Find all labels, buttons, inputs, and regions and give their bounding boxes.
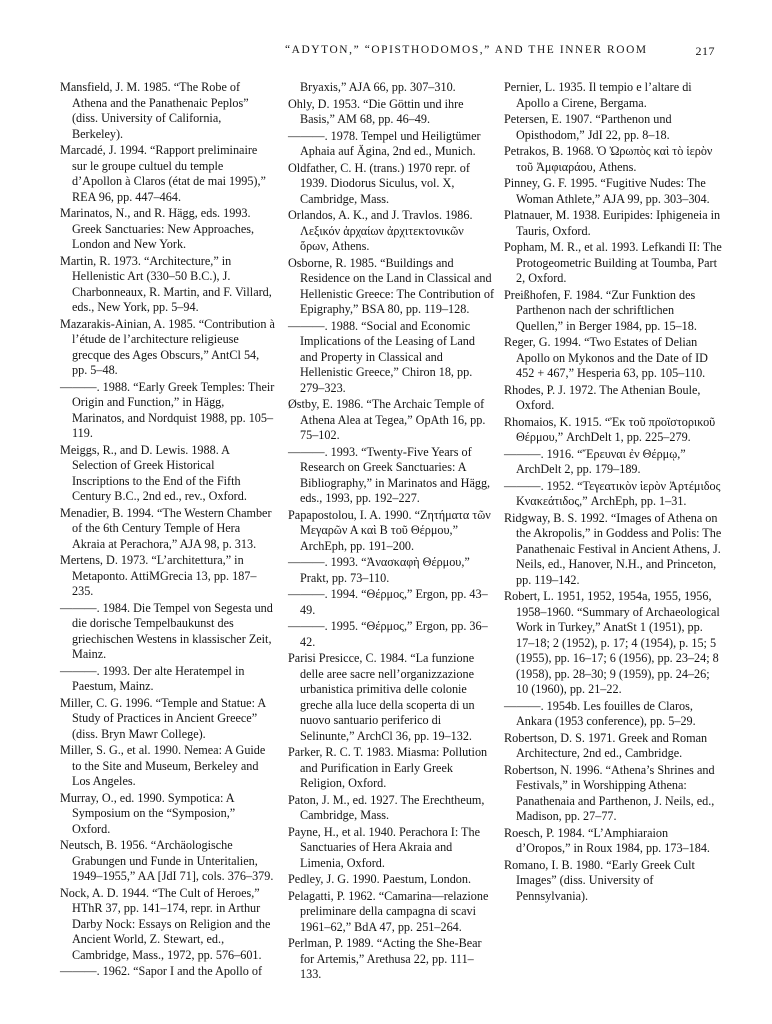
bib-entry: Roesch, P. 1984. “L’Amphiaraion d’Oropos,” in Roux 1984, pp. 173–184. xyxy=(504,825,710,855)
bib-entry: ———. 1978. Tempel und Heiligtümer Aphaia auf Ägina, 2nd ed., Munich. xyxy=(288,128,481,158)
bib-entry: Oldfather, C. H. (trans.) 1970 repr. of 1939. Diodorus Siculus, vol. X, Cambridge, Mass. xyxy=(288,160,470,206)
bib-entry: ———. 1993. “Twenty-Five Years of Research on Greek Sanctuaries: A Bibliography,” in Marinatos and Hägg, eds., 1993, pp. 192–227. xyxy=(288,444,491,505)
bib-entry: Østby, E. 1986. “The Archaic Temple of Athena Alea at Tegea,” OpAth 16, pp. 75–102. xyxy=(288,397,486,442)
page-number: 217 xyxy=(695,44,715,58)
bibliography-column-2 xyxy=(288,80,495,984)
bib-entry: Petrakos, B. 1968. Ὁ Ὠρωπὸς καὶ τὸ ἱερὸν τοῦ Ἀμφιαράου, Athens. xyxy=(504,144,713,174)
running-title: “ADYTON,” “OPISTHODOMOS,” AND THE INNER ROOM xyxy=(285,44,648,56)
bib-entry: ———. 1952. “Τεγεατικὸν ἱερὸν Ἀρτέμιδος Κνακεάτιδος,” ArchEph, pp. 1–31. xyxy=(504,478,721,508)
bib-entry: Rhomaios, K. 1915. “Ἐκ τοῦ προϊστορικοῦ Θέρμου,” ArchDelt 1, pp. 225–279. xyxy=(504,414,716,444)
bib-entry-continued: Bryaxis,” AJA 66, pp. 307–310. xyxy=(300,80,456,94)
bib-entry: Pinney, G. F. 1995. “Fugitive Nudes: The Woman Athlete,” AJA 99, pp. 303–304. xyxy=(504,176,710,206)
bib-entry: Murray, O., ed. 1990. Sympotica: A Symposium on the “Symposion,” Oxford. xyxy=(60,790,236,836)
bib-entry: Robert, L. 1951, 1952, 1954a, 1955, 1956, 1958–1960. “Summary of Archaeological Work in Turkey,” AnatSt 1 (1951), pp. 17–18; 2 (1952), p. 17; 4 (1954), p. 15; 5 (1955), pp. 16–17; 6 (1956), pp. 23–24; 8 (1958), pp. 28–30; 9 (1959), pp. 24–26; 10 (1960), pp. 21–22. xyxy=(504,589,720,696)
bib-entry: Perlman, P. 1989. “Acting the She-Bear for Artemis,” Arethusa 22, pp. 111–133. xyxy=(288,936,482,981)
bib-entry: Parker, R. C. T. 1983. Miasma: Pollution and Purification in Early Greek Religion, Oxford. xyxy=(288,745,488,790)
bib-entry: ———. 1954b. Les fouilles de Claros, Ankara (1953 conference), pp. 5–29. xyxy=(504,698,696,728)
bib-entry: Miller, S. G., et al. 1990. Nemea: A Guide to the Site and Museum, Berkeley and Los Angeles. xyxy=(60,743,266,788)
bib-entry: Paton, J. M., ed. 1927. The Erechtheum, Cambridge, Mass. xyxy=(288,792,485,822)
bib-entry: Robertson, N. 1996. “Athena’s Shrines and Festivals,” in Worshipping Athena: Panathenaia and Parthenon, J. Neils, ed., Madison, pp. 27–77. xyxy=(504,762,715,823)
bib-entry: Rhodes, P. J. 1972. The Athenian Boule, Oxford. xyxy=(504,382,701,412)
bib-entry: Parisi Presicce, C. 1984. “La funzione delle aree sacre nell’organizzazione urbanistica primitiva delle colonie greche alla luce della scoperta di un nuovo santuario periferico di Selinunte,” ArchCl 36, pp. 19–132. xyxy=(288,651,475,743)
bib-entry: Miller, C. G. 1996. “Temple and Statue: A Study of Practices in Ancient Greece” (diss. Bryn Mawr College). xyxy=(60,695,266,741)
bib-entry: Romano, I. B. 1980. “Early Greek Cult Images” (diss. University of Pennsylvania). xyxy=(504,857,695,903)
bib-entry: Nock, A. D. 1944. “The Cult of Heroes,” HThR 37, pp. 141–174, repr. in Arthur Darby Nock: Essays on Religion and the Ancient World, Z. Stewart, ed., Cambridge, Mass., 1972, pp. 576–601. xyxy=(60,885,271,962)
bib-entry: Robertson, D. S. 1971. Greek and Roman Architecture, 2nd ed., Cambridge. xyxy=(504,730,708,760)
bib-entry: Neutsch, B. 1956. “Archäologische Grabungen und Funde in Unteritalien, 1949–1955,” AA [JdI 71], cols. 376–379. xyxy=(60,838,274,883)
bib-entry: ———. 1993. Der alte Heratempel in Paestum, Mainz. xyxy=(60,663,245,693)
bib-entry: ———. 1993. “Ἀνασκαφὴ Θέρμου,” Prakt, pp. 73–110. xyxy=(288,555,470,585)
bib-entry: Preißhofen, F. 1984. “Zur Funktion des Parthenon nach der schriftlichen Quellen,” in Berger 1984, pp. 15–18. xyxy=(504,287,697,333)
bib-entry: Marcadé, J. 1994. “Rapport preliminaire sur le groupe cultuel du temple d’Apollon à Claros (état de mai 1995),” REA 96, pp. 447–464. xyxy=(60,143,266,204)
bib-entry: ———. 1994. “Θέρμος,” Ergon, pp. 43–49. xyxy=(288,587,488,617)
bib-entry: Meiggs, R., and D. Lewis. 1988. A Selection of Greek Historical Inscriptions to the End of the Fifth Century B.C., 2nd ed., rev., Oxford. xyxy=(60,442,247,503)
bib-entry: Pernier, L. 1935. Il tempio e l’altare di Apollo a Cirene, Bergama. xyxy=(504,80,692,110)
bib-entry: Orlandos, A. K., and J. Travlos. 1986. Λεξικόν ἀρχαίων ἀρχιτεκτονικῶν ὅρων, Athens. xyxy=(288,208,473,253)
bib-entry: Menadier, B. 1994. “The Western Chamber of the 6th Century Temple of Hera Akraia at Perachora,” AJA 98, p. 313. xyxy=(60,505,272,551)
bib-entry: ———. 1984. Die Tempel von Segesta und die dorische Tempelbaukunst des griechischen Westens in klassischer Zeit, Mainz. xyxy=(60,600,273,661)
bib-entry: Martin, R. 1973. “Architecture,” in Hellenistic Art (330–50 B.C.), J. Charbonneaux, R. Martin, and F. Villard, eds., New York, pp. 5–94. xyxy=(60,253,272,314)
bib-entry: ———. 1988. “Social and Economic Implications of the Leasing of Land and Property in Classical and Hellenistic Greece,” Chiron 18, pp. 279–323. xyxy=(288,318,475,395)
bibliography-column-1 xyxy=(60,80,275,981)
bib-entry: ———. 1916. “Ἔρευναι ἐν Θέρμῳ,” ArchDelt 2, pp. 179–189. xyxy=(504,446,686,476)
bibliography-column-3 xyxy=(504,80,724,905)
bib-entry: ———. 1995. “Θέρμος,” Ergon, pp. 36–42. xyxy=(288,619,488,649)
bib-entry: Mazarakis-Ainian, A. 1985. “Contribution à l’étude de l’architecture religieuse grecque des Ages Obscurs,” AntCl 54, pp. 5–48. xyxy=(60,316,275,377)
bib-entry: Reger, G. 1994. “Two Estates of Delian Apollo on Mykonos and the Date of ID 452 + 467,” Hesperia 63, pp. 105–110. xyxy=(504,335,708,380)
bib-entry: Pelagatti, P. 1962. “Camarina—relazione preliminare della campagna di scavi 1961–62,” BdA 47, pp. 251–264. xyxy=(288,888,489,934)
bib-entry: Platnauer, M. 1938. Euripides: Iphigeneia in Tauris, Oxford. xyxy=(504,208,721,238)
bib-entry: Mansfield, J. M. 1985. “The Robe of Athena and the Panathenaic Peplos” (diss. University of California, Berkeley). xyxy=(60,80,249,141)
bib-entry: Osborne, R. 1985. “Buildings and Residence on the Land in Classical and Hellenistic Greece: The Contribution of Epigraphy,” BSA 80, pp. 119–128. xyxy=(288,255,495,316)
bib-entry: Petersen, E. 1907. “Parthenon und Opisthodom,” JdI 22, pp. 8–18. xyxy=(504,112,672,142)
bib-entry: Pedley, J. G. 1990. Paestum, London. xyxy=(288,872,472,886)
bib-entry: Papapostolou, I. A. 1990. “Ζητήματα τῶν Μεγαρῶν Α καὶ Β τοῦ Θέρμου,” ArchEph, pp. 191–200. xyxy=(288,507,491,553)
bib-entry: Popham, M. R., et al. 1993. Lefkandi II: The Protogeometric Building at Toumba, Part 2, Oxford. xyxy=(504,240,722,285)
bib-entry: Marinatos, N., and R. Hägg, eds. 1993. Greek Sanctuaries: New Approaches, London and New York. xyxy=(60,206,255,251)
bib-entry: ———. 1962. “Sapor I and the Apollo of xyxy=(60,964,263,978)
running-header xyxy=(285,44,715,60)
bib-entry: Ohly, D. 1953. “Die Göttin und ihre Basis,” AM 68, pp. 46–49. xyxy=(288,96,464,126)
bib-entry: Payne, H., et al. 1940. Perachora I: The Sanctuaries of Hera Akraia and Limenia, Oxford. xyxy=(288,824,481,870)
bib-entry: ———. 1988. “Early Greek Temples: Their Origin and Function,” in Hägg, Marinatos, and Nordquist 1988, pp. 105–119. xyxy=(60,379,275,440)
bib-entry: Mertens, D. 1973. “L’architettura,” in Metaponto. AttiMGrecia 13, pp. 187–235. xyxy=(60,553,257,598)
bib-entry: Ridgway, B. S. 1992. “Images of Athena on the Akropolis,” in Goddess and Polis: The Panathenaic Festival in Ancient Athens, J. Neils, ed., Hanover, N.H., and Princeton, pp. 119–142. xyxy=(504,510,722,587)
